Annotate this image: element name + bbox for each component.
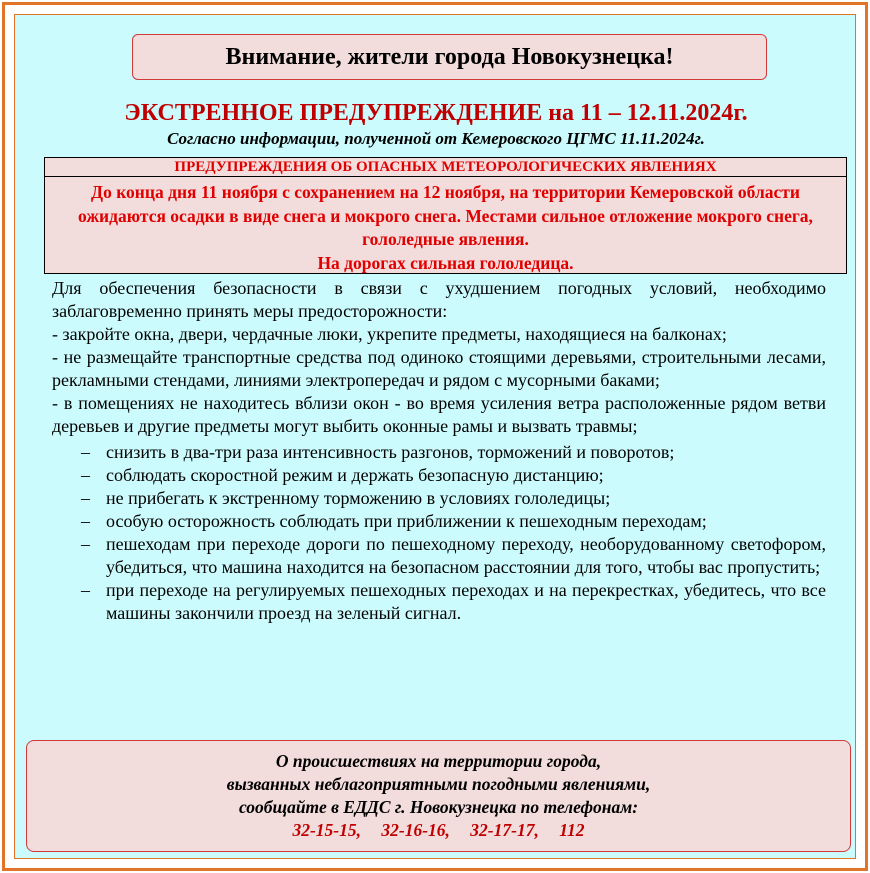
- road-tip: [52, 441, 826, 464]
- weather-warning-box: [44, 157, 847, 274]
- home-tip: - не размещайте транспортные средства под одиноко стоящими деревьями, строительными лесами, рекламными стендами, линиями электропередач и рядом с мусорными баками;: [52, 347, 826, 390]
- road-tip: [52, 510, 826, 533]
- phone-number: 32-17-17,: [470, 820, 539, 840]
- road-tip: [52, 579, 826, 625]
- source-note: Согласно информации, полученной от Кемеровского ЦГМС 11.11.2024г.: [167, 129, 705, 148]
- road-tip: [52, 533, 826, 579]
- notice-panel: [14, 14, 856, 859]
- safety-instructions: [52, 277, 826, 625]
- dash-bullet: –: [81, 511, 90, 531]
- phone-number: 32-16-16,: [381, 820, 450, 840]
- warning-text: До конца дня 11 ноября с сохранением на 12 ноября, на территории Кемеровской области ожидаются осадки в виде снега и мокрого снега. Местами сильное отложение мокрого снега, гололедные явления.: [78, 182, 813, 249]
- dash-bullet: –: [81, 465, 90, 485]
- dash-bullet: –: [81, 442, 90, 462]
- contact-footer: [26, 740, 851, 852]
- road-tip: [52, 464, 826, 487]
- footer-line: вызванных неблагоприятными погодными явлениями,: [226, 774, 651, 794]
- dash-bullet: –: [81, 488, 90, 508]
- road-tip-text: соблюдать скоростной режим и держать безопасную дистанцию;: [106, 465, 604, 485]
- footer-line: О происшествиях на территории города,: [275, 751, 602, 771]
- warning-road-text: На дорогах сильная гололедица.: [317, 252, 574, 273]
- phone-numbers: [27, 819, 850, 842]
- instructions-intro: Для обеспечения безопасности в связи с ухудшением погодных условий, необходимо заблаговременно принять меры предосторожности:: [52, 278, 826, 321]
- road-tip: [52, 487, 826, 510]
- home-tip: - в помещениях не находитесь вблизи окон - во время усиления ветра расположенные рядом ветви деревьев и другие предметы могут выбить оконные рамы и вызвать травмы;: [52, 393, 826, 436]
- road-tip-text: при переходе на регулируемых пешеходных переходах и на перекрестках, убедитесь, что все машины закончили проезд на зеленый сигнал.: [106, 580, 826, 623]
- emergency-headline: ЭКСТРЕННОЕ ПРЕДУПРЕЖДЕНИЕ на 11 – 12.11.2024г.: [124, 100, 748, 126]
- attention-text: Внимание, жители города Новокузнецка!: [225, 43, 674, 70]
- road-tip-text: не прибегать к экстренному торможению в условиях гололедицы;: [106, 488, 611, 508]
- phone-number: 112: [559, 820, 585, 840]
- dash-bullet: –: [81, 534, 90, 554]
- road-tip-text: особую осторожность соблюдать при приближении к пешеходным переходам;: [106, 511, 707, 531]
- road-tips-list: [52, 441, 826, 625]
- phone-number: 32-15-15,: [292, 820, 362, 840]
- attention-banner: [132, 34, 767, 80]
- footer-line: сообщайте в ЕДДС г. Новокузнецка по телефонам:: [238, 797, 639, 817]
- outer-frame: [2, 2, 868, 871]
- home-tip: - закройте окна, двери, чердачные люки, укрепите предметы, находящиеся на балконах;: [52, 324, 727, 344]
- warning-body: [45, 177, 846, 275]
- warning-title: ПРЕДУПРЕЖДЕНИЯ ОБ ОПАСНЫХ МЕТЕОРОЛОГИЧЕСКИХ ЯВЛЕНИЯХ: [45, 158, 846, 177]
- road-tip-text: снизить в два-три раза интенсивность разгонов, торможений и поворотов;: [106, 442, 675, 462]
- dash-bullet: –: [81, 580, 90, 600]
- road-tip-text: пешеходам при переходе дороги по пешеходному переходу, необорудованному светофором, убедиться, что машина находится на безопасном расстоянии для того, чтобы вас пропустить;: [106, 534, 826, 577]
